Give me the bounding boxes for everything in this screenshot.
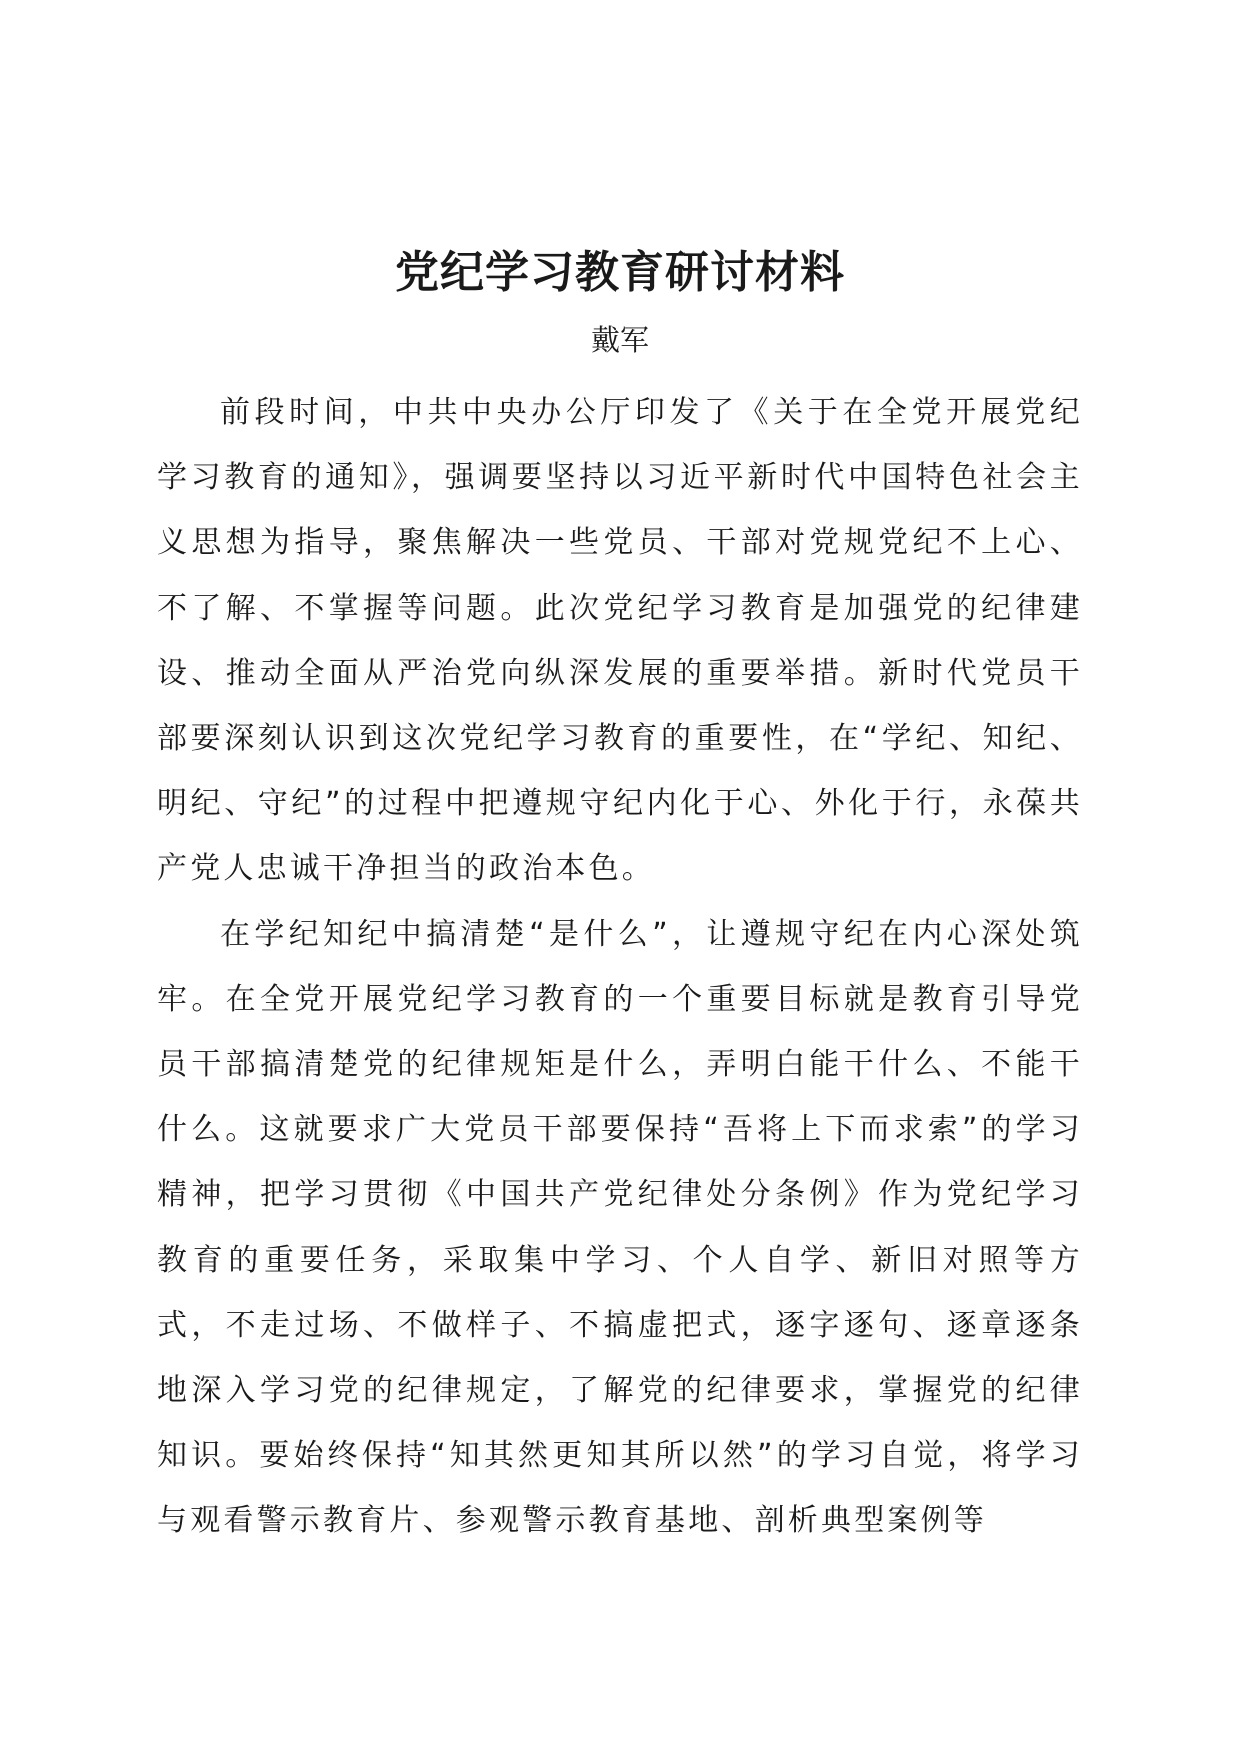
document-body bbox=[157, 380, 1083, 1554]
paragraph-2: 在学纪知纪中搞清楚“是什么”，让遵规守纪在内心深处筑牢。在全党开展党纪学习教育的一个重要目标就是教育引导党员干部搞清楚党的纪律规矩是什么，弄明白能干什么、不能干什么。这就要求广大党员干部要保持“吾将上下而求索”的学习精神，把学习贯彻《中国共产党纪律处分条例》作为党纪学习教育的重要任务，采取集中学习、个人自学、新旧对照等方式，不走过场、不做样子、不搞虚把式，逐字逐句、逐章逐条地深入学习党的纪律规定，了解党的纪律要求，掌握党的纪律知识。要始终保持“知其然更知其所以然”的学习自觉，将学习与观看警示教育片、参观警示教育基地、剖析典型案例等 bbox=[157, 916, 1083, 1539]
document-title: 党纪学习教育研讨材料 bbox=[395, 247, 845, 298]
paragraph-1: 前段时间，中共中央办公厅印发了《关于在全党开展党纪学习教育的通知》，强调要坚持以习近平新时代中国特色社会主义思想为指导，聚焦解决一些党员、干部对党规党纪不上心、不了解、不掌握等问题。此次党纪学习教育是加强党的纪律建设、推动全面从严治党向纵深发展的重要举措。新时代党员干部要深刻认识到这次党纪学习教育的重要性，在“学纪、知纪、明纪、守纪”的过程中把遵规守纪内化于心、外化于行，永葆共产党人忠诚干净担当的政治本色。 bbox=[157, 395, 1083, 887]
document-author: 戴军 bbox=[590, 323, 649, 357]
